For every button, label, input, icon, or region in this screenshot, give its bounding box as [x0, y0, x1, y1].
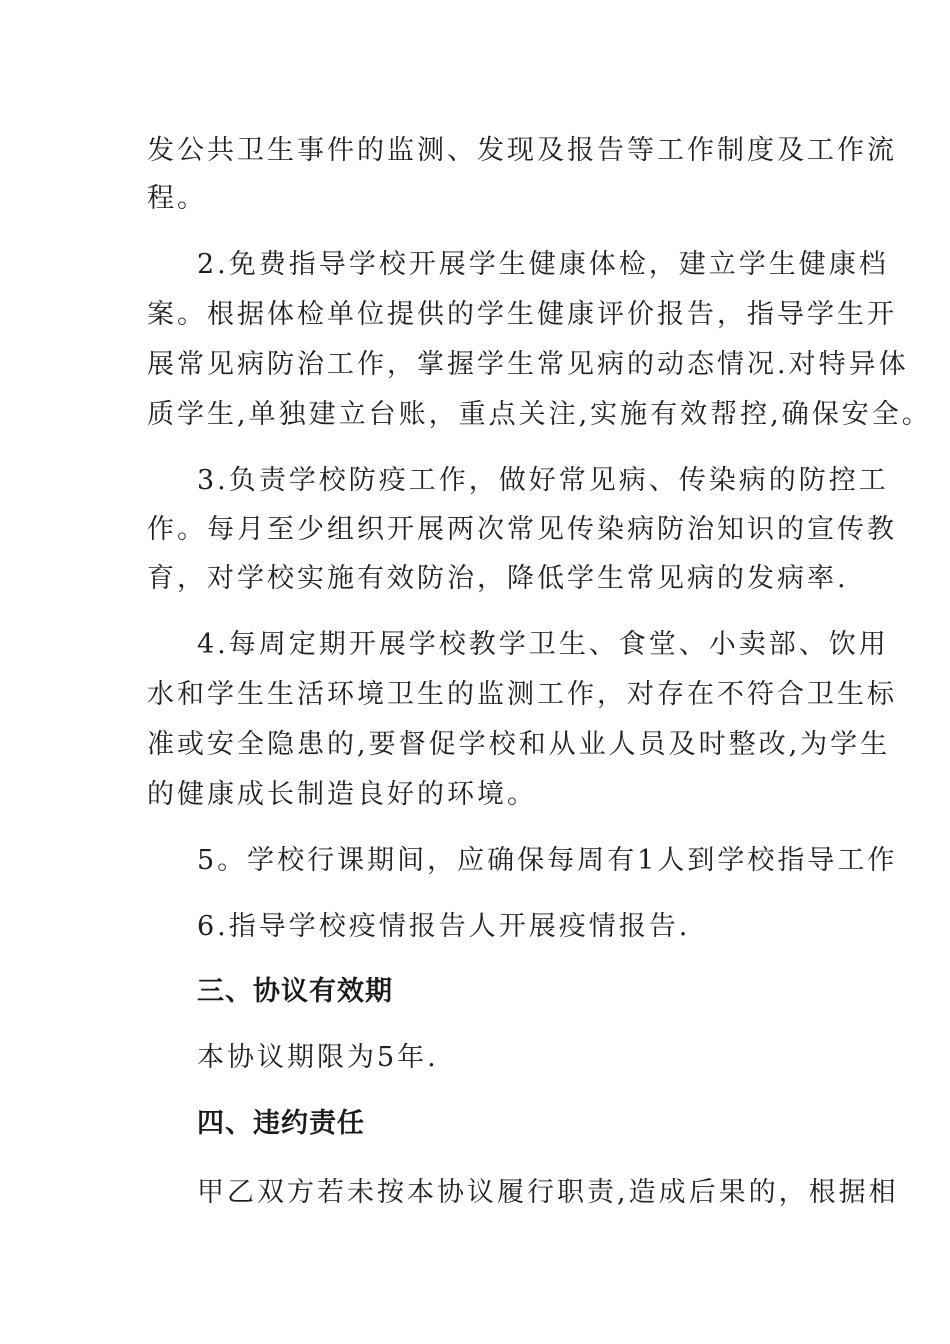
paragraph-6: 6.指导学校疫情报告人开展疫情报告. — [197, 911, 691, 942]
paragraph-4-line-3: 准或安全隐患的,要督促学校和从业人员及时整改,为学生 — [147, 729, 891, 760]
section-4-body: 甲乙双方若未按本协议履行职责,造成后果的，根据相 — [197, 1177, 899, 1208]
paragraph-3-line-1: 3.负责学校防疫工作，做好常见病、传染病的防控工 — [197, 465, 889, 496]
paragraph-2-line-4: 质学生,单独建立台账，重点关注,实施有效帮控,确保安全。 — [147, 399, 932, 430]
paragraph-3-line-2: 作。每月至少组织开展两次常见传染病防治知识的宣传教 — [147, 514, 897, 545]
paragraph-1-line-2: 程。 — [147, 183, 207, 214]
paragraph-1-line-1: 发公共卫生事件的监测、发现及报告等工作制度及工作流 — [147, 135, 897, 166]
section-3-heading: 三、协议有效期 — [197, 976, 393, 1007]
paragraph-4-line-4: 的健康成长制造良好的环境。 — [147, 779, 537, 810]
section-4-heading: 四、违约责任 — [197, 1108, 365, 1139]
paragraph-4-line-1: 4.每周定期开展学校教学卫生、食堂、小卖部、饮用 — [197, 629, 889, 660]
section-3-body: 本协议期限为5年. — [197, 1042, 439, 1073]
paragraph-2-line-3: 展常见病防治工作，掌握学生常见病的动态情况.对特异体 — [147, 349, 909, 380]
paragraph-3-line-3: 育，对学校实施有效防治，降低学生常见病的发病率. — [147, 563, 849, 594]
paragraph-2-line-2: 案。根据体检单位提供的学生健康评价报告，指导学生开 — [147, 299, 897, 330]
paragraph-5: 5。学校行课期间，应确保每周有1人到学校指导工作 — [197, 845, 898, 876]
paragraph-4-line-2: 水和学生生活环境卫生的监测工作，对存在不符合卫生标 — [147, 679, 897, 710]
paragraph-2-line-1: 2.免费指导学校开展学生健康体检，建立学生健康档 — [197, 249, 889, 280]
